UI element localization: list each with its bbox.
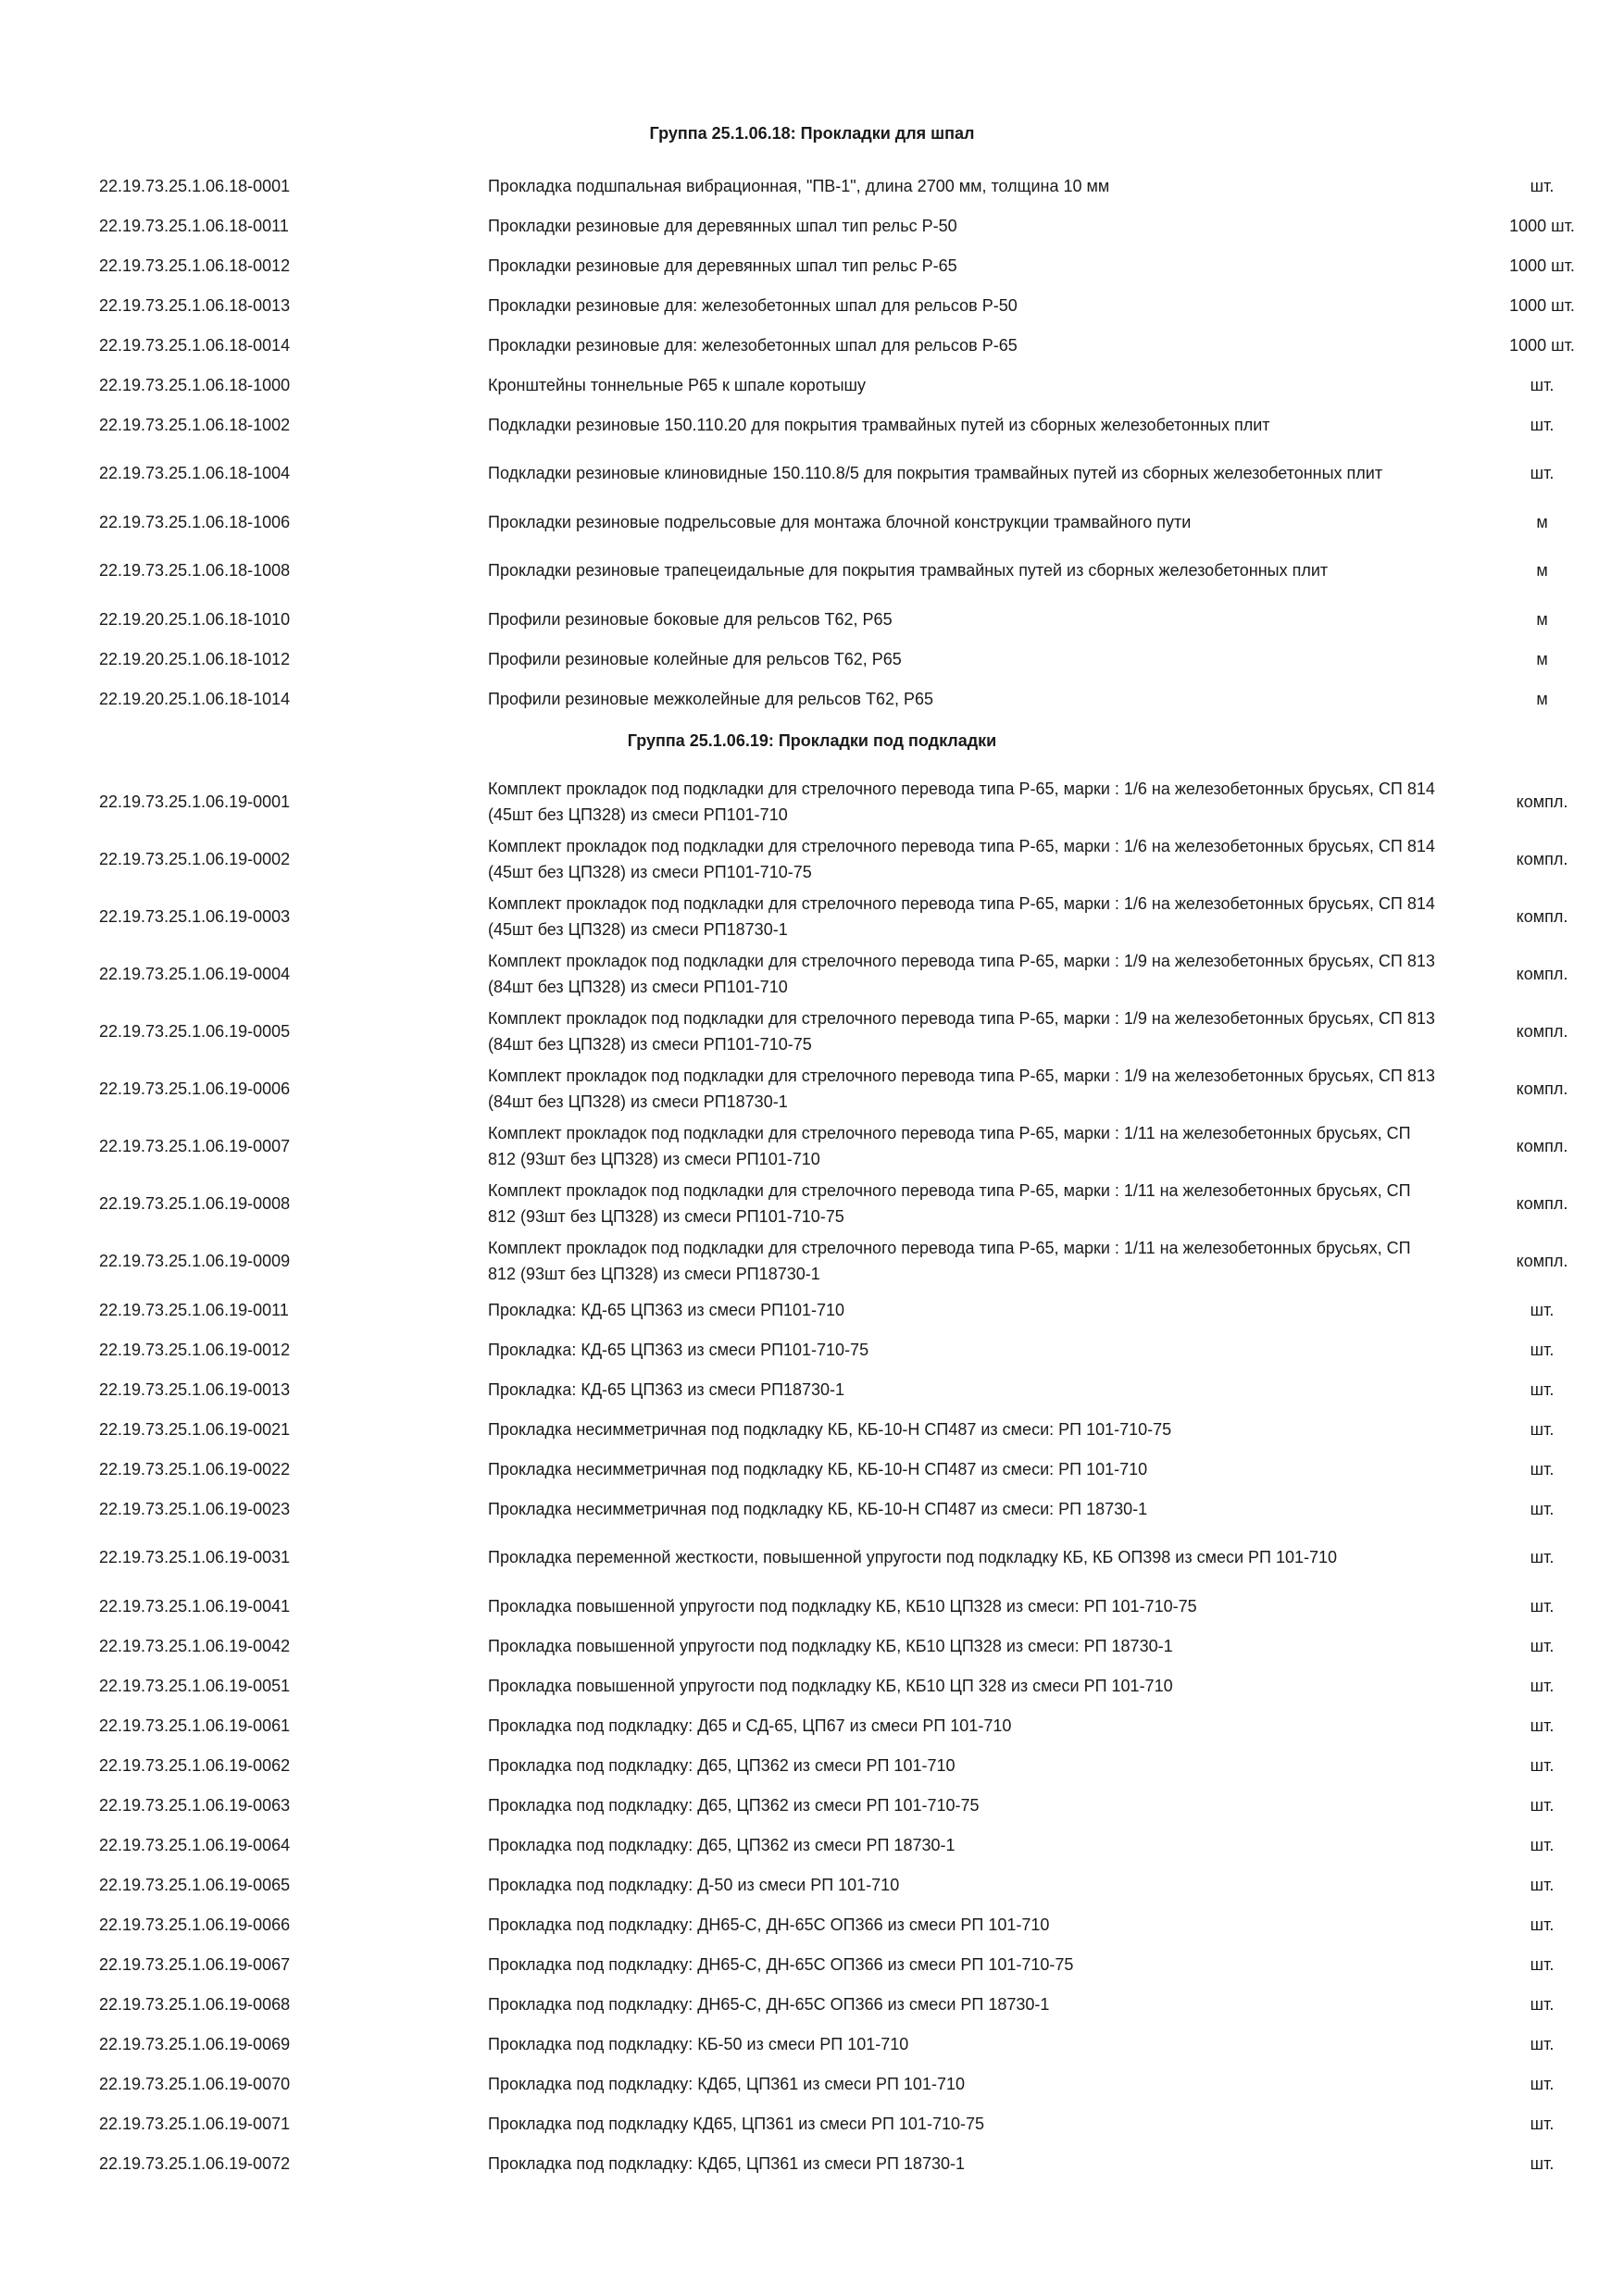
item-unit: шт.	[1530, 1419, 1555, 1439]
item-unit: м	[1536, 649, 1548, 668]
table-row	[0, 1489, 1624, 1529]
item-code: 22.19.73.25.1.06.19-0064	[99, 1835, 291, 1854]
item-code: 22.19.73.25.1.06.19-0023	[99, 1499, 291, 1518]
item-unit: 1000 шт.	[1509, 216, 1575, 235]
table-row	[0, 285, 1624, 325]
item-name: Прокладка повышенной упругости под подкладку КБ, КБ10 ЦП328 из смеси: РП 18730-1	[488, 1636, 1173, 1655]
group-table	[0, 166, 1624, 718]
table-row	[0, 1060, 1624, 1117]
table-row	[0, 1904, 1624, 1944]
table-row	[0, 1290, 1624, 1329]
table-row	[0, 599, 1624, 639]
item-name: Прокладка несимметричная под подкладку КБ, КБ-10-Н СП487 из смеси: РП 101-710-75	[488, 1419, 1172, 1439]
item-unit: шт.	[1530, 1379, 1555, 1399]
item-code: 22.19.73.25.1.06.18-0001	[99, 176, 291, 195]
table-row	[0, 1825, 1624, 1865]
item-code: 22.19.73.25.1.06.19-0005	[99, 1022, 291, 1041]
item-name: Прокладка под подкладку: Д65, ЦП362 из смеси РП 18730-1	[488, 1835, 956, 1854]
item-code: 22.19.73.25.1.06.19-0004	[99, 965, 291, 983]
table-row	[0, 1626, 1624, 1666]
table-row	[0, 444, 1624, 502]
item-name: Прокладки резиновые подрельсовые для монтажа блочной конструкции трамвайного пути	[488, 512, 1192, 531]
table-row	[0, 1003, 1624, 1060]
table-row	[0, 1117, 1624, 1175]
table-row	[0, 2143, 1624, 2183]
item-code: 22.19.20.25.1.06.18-1014	[99, 689, 291, 708]
item-name: Прокладка под подкладку: КД65, ЦП361 из смеси РП 101-710	[488, 2074, 965, 2093]
item-unit: компл.	[1516, 1252, 1568, 1270]
table-row	[0, 1745, 1624, 1785]
table-row	[0, 325, 1624, 365]
item-unit: 1000 шт.	[1509, 295, 1575, 315]
item-name: Прокладка под подкладку: Д65, ЦП362 из смеси РП 101-710	[488, 1755, 956, 1775]
table-row	[0, 1449, 1624, 1489]
table-row	[0, 830, 1624, 888]
item-unit: шт.	[1530, 1716, 1555, 1735]
item-unit: шт.	[1530, 2074, 1555, 2093]
item-unit: компл.	[1516, 1022, 1568, 1041]
item-name: Комплект прокладок под подкладки для стрелочного перевода типа Р-65, марки : 1/9 на железобетонных брусьях, СП 813 (84шт без ЦП328) из смеси РП18730-1	[488, 1067, 1435, 1111]
item-name: Прокладка повышенной упругости под подкладку КБ, КБ10 ЦП 328 из смеси РП 101-710	[488, 1676, 1173, 1695]
item-name: Комплект прокладок под подкладки для стрелочного перевода типа Р-65, марки : 1/6 на железобетонных брусьях, СП 814 (45шт без ЦП328) из смеси РП101-710-75	[488, 837, 1435, 881]
item-code: 22.19.73.25.1.06.18-1002	[99, 415, 291, 434]
item-unit: шт.	[1530, 1459, 1555, 1479]
item-code: 22.19.73.25.1.06.19-0012	[99, 1340, 291, 1359]
item-name: Профили резиновые боковые для рельсов Т62, Р65	[488, 609, 893, 629]
item-name: Подкладки резиновые клиновидные 150.110.8/5 для покрытия трамвайных путей из сборных железобетонных плит	[488, 464, 1383, 482]
group-heading: Группа 25.1.06.19: Прокладки под подкладки	[627, 731, 997, 750]
item-name: Прокладки резиновые для деревянных шпал тип рельс Р-50	[488, 216, 957, 235]
item-name: Прокладка переменной жесткости, повышенной упругости под подкладку КБ, КБ ОП398 из смеси РП 101-710	[488, 1548, 1338, 1566]
item-unit: шт.	[1530, 1340, 1555, 1359]
item-unit: шт.	[1530, 1676, 1555, 1695]
item-unit: шт.	[1530, 1875, 1555, 1894]
item-unit: шт.	[1530, 1915, 1555, 1934]
table-row	[0, 2103, 1624, 2143]
table-row	[0, 679, 1624, 718]
table-row	[0, 1944, 1624, 1984]
item-name: Прокладка под подкладку: КБ-50 из смеси РП 101-710	[488, 2034, 909, 2053]
item-code: 22.19.73.25.1.06.18-1000	[99, 375, 291, 394]
item-unit: шт.	[1530, 1548, 1555, 1566]
item-code: 22.19.73.25.1.06.19-0072	[99, 2153, 291, 2173]
item-code: 22.19.73.25.1.06.19-0013	[99, 1379, 291, 1399]
table-row	[0, 1666, 1624, 1705]
item-name: Прокладки резиновые для деревянных шпал тип рельс Р-65	[488, 256, 957, 275]
item-unit: шт.	[1530, 2153, 1555, 2173]
item-code: 22.19.73.25.1.06.18-1004	[99, 464, 291, 482]
item-code: 22.19.73.25.1.06.19-0041	[99, 1596, 291, 1616]
item-name: Подкладки резиновые 150.110.20 для покрытия трамвайных путей из сборных железобетонных плит	[488, 415, 1270, 434]
table-row	[0, 888, 1624, 945]
table-row	[0, 1529, 1624, 1586]
item-code: 22.19.73.25.1.06.19-0009	[99, 1252, 291, 1270]
item-unit: шт.	[1530, 2034, 1555, 2053]
table-row	[0, 166, 1624, 206]
table-row	[0, 1785, 1624, 1825]
item-unit: шт.	[1530, 1499, 1555, 1518]
item-name: Комплект прокладок под подкладки для стрелочного перевода типа Р-65, марки : 1/11 на железобетонных брусьях, СП 812 (93шт без ЦП328) из смеси РП101-710	[488, 1124, 1411, 1168]
item-code: 22.19.73.25.1.06.19-0022	[99, 1459, 291, 1479]
item-code: 22.19.73.25.1.06.19-0069	[99, 2034, 291, 2053]
item-name: Комплект прокладок под подкладки для стрелочного перевода типа Р-65, марки : 1/11 на железобетонных брусьях, СП 812 (93шт без ЦП328) из смеси РП18730-1	[488, 1239, 1411, 1283]
item-code: 22.19.73.25.1.06.19-0063	[99, 1795, 291, 1815]
item-unit: компл.	[1516, 792, 1568, 811]
item-code: 22.19.73.25.1.06.19-0051	[99, 1676, 291, 1695]
item-unit: м	[1536, 512, 1548, 531]
item-code: 22.19.73.25.1.06.19-0067	[99, 1954, 291, 1974]
item-unit: шт.	[1530, 1636, 1555, 1655]
table-row	[0, 1705, 1624, 1745]
table-row	[0, 1329, 1624, 1369]
table-row	[0, 542, 1624, 599]
item-unit: 1000 шт.	[1509, 256, 1575, 275]
group-heading: Группа 25.1.06.18: Прокладки для шпал	[649, 124, 975, 143]
table-row	[0, 2024, 1624, 2064]
item-unit: шт.	[1530, 1300, 1555, 1319]
item-unit: компл.	[1516, 850, 1568, 868]
table-row	[0, 773, 1624, 830]
item-unit: компл.	[1516, 907, 1568, 926]
item-unit: шт.	[1530, 2114, 1555, 2133]
item-name: Прокладки резиновые трапецеидальные для покрытия трамвайных путей из сборных железобетонных плит	[488, 561, 1329, 580]
item-unit: шт.	[1530, 1755, 1555, 1775]
item-name: Комплект прокладок под подкладки для стрелочного перевода типа Р-65, марки : 1/6 на железобетонных брусьях, СП 814 (45шт без ЦП328) из смеси РП18730-1	[488, 894, 1435, 939]
item-code: 22.19.73.25.1.06.18-0013	[99, 295, 291, 315]
table-row	[0, 1865, 1624, 1904]
table-row	[0, 2064, 1624, 2103]
item-name: Прокладка под подкладку: ДН65-С, ДН-65С ОП366 из смеси РП 101-710	[488, 1915, 1050, 1934]
item-unit: шт.	[1530, 464, 1555, 482]
item-code: 22.19.20.25.1.06.18-1010	[99, 609, 291, 629]
item-unit: компл.	[1516, 965, 1568, 983]
item-code: 22.19.73.25.1.06.19-0031	[99, 1548, 291, 1566]
item-name: Профили резиновые колейные для рельсов Т62, Р65	[488, 649, 902, 668]
item-code: 22.19.73.25.1.06.19-0008	[99, 1194, 291, 1213]
item-name: Прокладка: КД-65 ЦП363 из смеси РП18730-1	[488, 1379, 845, 1399]
table-row	[0, 1586, 1624, 1626]
table-row	[0, 639, 1624, 679]
item-name: Прокладка: КД-65 ЦП363 из смеси РП101-710-75	[488, 1340, 869, 1359]
item-code: 22.19.20.25.1.06.18-1012	[99, 649, 291, 668]
item-code: 22.19.73.25.1.06.18-0011	[99, 216, 289, 235]
table-row	[0, 206, 1624, 245]
item-name: Прокладка под подкладку: Д65 и СД-65, ЦП67 из смеси РП 101-710	[488, 1716, 1012, 1735]
item-unit: компл.	[1516, 1194, 1568, 1213]
item-name: Комплект прокладок под подкладки для стрелочного перевода типа Р-65, марки : 1/9 на железобетонных брусьях, СП 813 (84шт без ЦП328) из смеси РП101-710-75	[488, 1009, 1435, 1054]
item-unit: шт.	[1530, 1994, 1555, 2014]
item-unit: шт.	[1530, 1596, 1555, 1616]
item-name: Прокладка несимметричная под подкладку КБ, КБ-10-Н СП487 из смеси: РП 18730-1	[488, 1499, 1148, 1518]
table-row	[0, 1369, 1624, 1409]
item-name: Прокладки резиновые для: железобетонных шпал для рельсов Р-50	[488, 295, 1018, 315]
item-name: Комплект прокладок под подкладки для стрелочного перевода типа Р-65, марки : 1/11 на железобетонных брусьях, СП 812 (93шт без ЦП328) из смеси РП101-710-75	[488, 1181, 1411, 1226]
item-code: 22.19.73.25.1.06.19-0006	[99, 1079, 291, 1098]
item-name: Комплект прокладок под подкладки для стрелочного перевода типа Р-65, марки : 1/6 на железобетонных брусьях, СП 814 (45шт без ЦП328) из смеси РП101-710	[488, 780, 1435, 824]
item-unit: шт.	[1530, 1835, 1555, 1854]
item-name: Прокладка под подкладку: Д-50 из смеси РП 101-710	[488, 1875, 900, 1894]
item-code: 22.19.73.25.1.06.19-0001	[99, 792, 291, 811]
item-code: 22.19.73.25.1.06.18-0012	[99, 256, 291, 275]
item-unit: шт.	[1530, 1795, 1555, 1815]
item-code: 22.19.73.25.1.06.19-0071	[99, 2114, 291, 2133]
item-name: Прокладка под подкладку: ДН65-С, ДН-65С ОП366 из смеси РП 18730-1	[488, 1994, 1050, 2014]
table-row	[0, 1409, 1624, 1449]
table-row	[0, 1984, 1624, 2024]
item-unit: шт.	[1530, 415, 1555, 434]
item-code: 22.19.73.25.1.06.19-0007	[99, 1137, 291, 1155]
item-unit: компл.	[1516, 1137, 1568, 1155]
item-unit: м	[1536, 689, 1548, 708]
item-code: 22.19.73.25.1.06.18-1006	[99, 512, 291, 531]
item-name: Прокладка: КД-65 ЦП363 из смеси РП101-710	[488, 1300, 845, 1319]
item-name: Кронштейны тоннельные Р65 к шпале коротышу	[488, 375, 866, 394]
table-row	[0, 405, 1624, 444]
item-name: Прокладка несимметричная под подкладку КБ, КБ-10-Н СП487 из смеси: РП 101-710	[488, 1459, 1148, 1479]
item-code: 22.19.73.25.1.06.19-0065	[99, 1875, 291, 1894]
item-name: Прокладка под подкладку: ДН65-С, ДН-65С ОП366 из смеси РП 101-710-75	[488, 1954, 1074, 1974]
item-code: 22.19.73.25.1.06.19-0003	[99, 907, 291, 926]
table-row	[0, 245, 1624, 285]
item-name: Прокладка подшпальная вибрационная, "ПВ-1", длина 2700 мм, толщина 10 мм	[488, 176, 1110, 195]
item-code: 22.19.73.25.1.06.19-0068	[99, 1994, 291, 2014]
item-name: Профили резиновые межколейные для рельсов Т62, Р65	[488, 689, 934, 708]
item-unit: компл.	[1516, 1079, 1568, 1098]
item-code: 22.19.73.25.1.06.19-0002	[99, 850, 291, 868]
table-row	[0, 365, 1624, 405]
item-name: Прокладка повышенной упругости под подкладку КБ, КБ10 ЦП328 из смеси: РП 101-710-75	[488, 1596, 1197, 1616]
table-row	[0, 1232, 1624, 1290]
item-unit: шт.	[1530, 375, 1555, 394]
table-row	[0, 502, 1624, 542]
item-code: 22.19.73.25.1.06.19-0066	[99, 1915, 291, 1934]
item-code: 22.19.73.25.1.06.19-0011	[99, 1300, 289, 1319]
item-code: 22.19.73.25.1.06.18-0014	[99, 335, 291, 355]
item-unit: шт.	[1530, 176, 1555, 195]
item-code: 22.19.73.25.1.06.19-0070	[99, 2074, 291, 2093]
item-name: Прокладка под подкладку: Д65, ЦП362 из смеси РП 101-710-75	[488, 1795, 980, 1815]
item-unit: м	[1536, 609, 1548, 629]
item-unit: 1000 шт.	[1509, 335, 1575, 355]
table-row	[0, 945, 1624, 1003]
item-code: 22.19.73.25.1.06.19-0021	[99, 1419, 291, 1439]
item-code: 22.19.73.25.1.06.18-1008	[99, 561, 291, 580]
item-unit: шт.	[1530, 1954, 1555, 1974]
item-code: 22.19.73.25.1.06.19-0042	[99, 1636, 291, 1655]
item-name: Комплект прокладок под подкладки для стрелочного перевода типа Р-65, марки : 1/9 на железобетонных брусьях, СП 813 (84шт без ЦП328) из смеси РП101-710	[488, 952, 1435, 996]
item-name: Прокладка под подкладку: КД65, ЦП361 из смеси РП 18730-1	[488, 2153, 965, 2173]
item-name: Прокладка под подкладку КД65, ЦП361 из смеси РП 101-710-75	[488, 2114, 984, 2133]
item-unit: м	[1536, 561, 1548, 580]
item-code: 22.19.73.25.1.06.19-0062	[99, 1755, 291, 1775]
table-row	[0, 1175, 1624, 1232]
item-code: 22.19.73.25.1.06.19-0061	[99, 1716, 291, 1735]
group-table	[0, 773, 1624, 2183]
item-name: Прокладки резиновые для: железобетонных шпал для рельсов Р-65	[488, 335, 1018, 355]
